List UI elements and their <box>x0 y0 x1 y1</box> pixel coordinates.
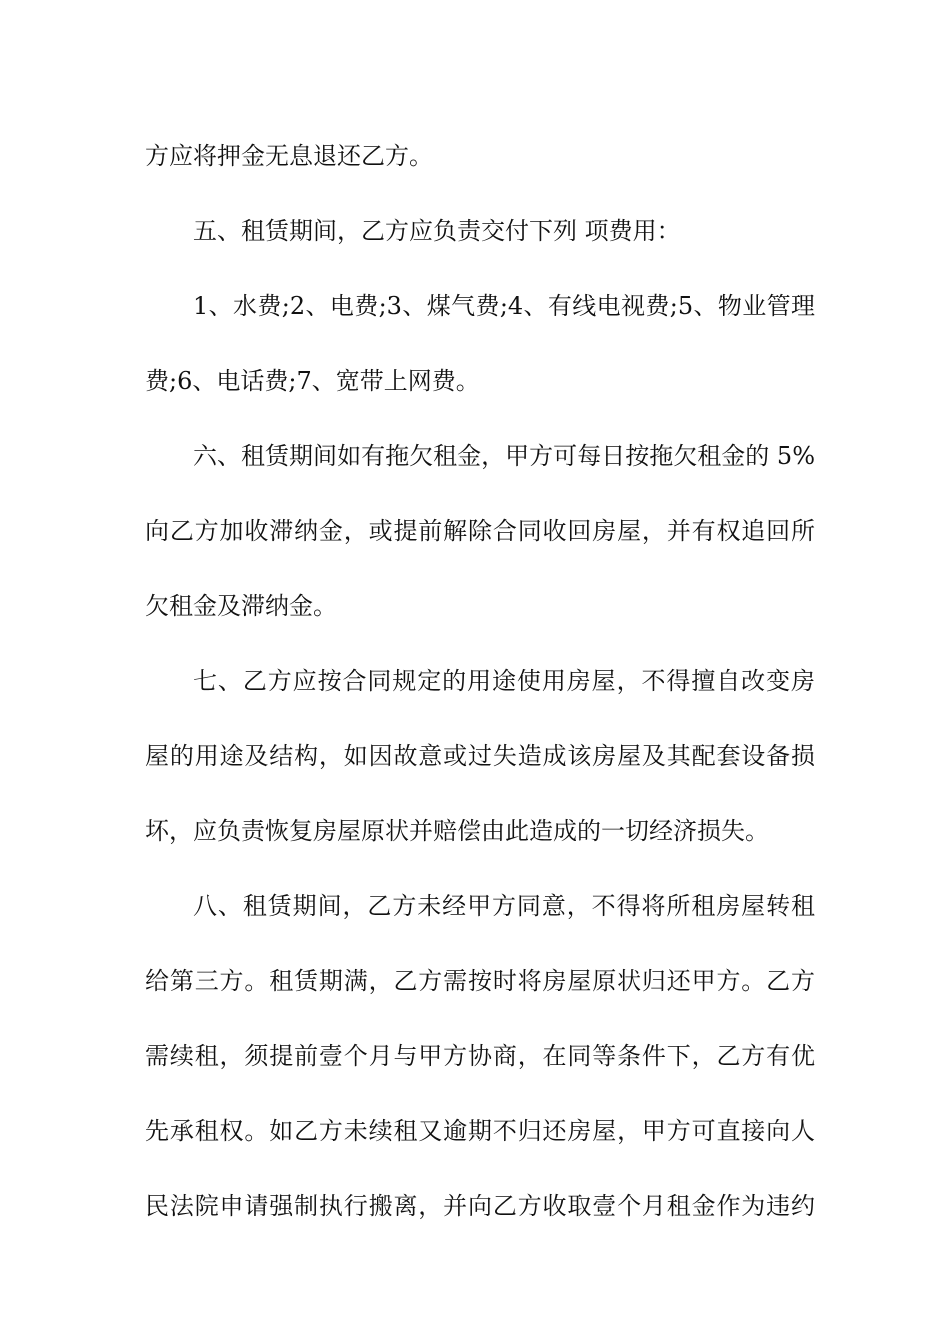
text-line: 七、乙方应按合同规定的用途使用房屋，不得擅自改变房 <box>193 667 815 695</box>
text-line: 欠租金及滞纳金。 <box>145 592 337 620</box>
text-line: 五、租赁期间，乙方应负责交付下列 项费用： <box>193 217 681 245</box>
text-line: 坏，应负责恢复房屋原状并赔偿由此造成的一切经济损失。 <box>145 817 769 845</box>
text-line: 需续租，须提前壹个月与甲方协商，在同等条件下，乙方有优 <box>145 1042 815 1070</box>
text-line: 六、租赁期间如有拖欠租金，甲方可每日按拖欠租金的 5% <box>193 442 815 470</box>
text-line: 向乙方加收滞纳金，或提前解除合同收回房屋，并有权追回所 <box>145 517 815 545</box>
text-line: 给第三方。租赁期满，乙方需按时将房屋原状归还甲方。乙方 <box>145 967 815 995</box>
text-line: 费;6、电话费;7、宽带上网费。 <box>145 367 480 395</box>
text-line: 八、租赁期间，乙方未经甲方同意，不得将所租房屋转租 <box>193 892 815 920</box>
text-line: 民法院申请强制执行搬离，并向乙方收取壹个月租金作为违约 <box>145 1192 815 1220</box>
text-line: 方应将押金无息退还乙方。 <box>145 142 433 170</box>
text-line: 1、水费;2、电费;3、煤气费;4、有线电视费;5、物业管理 <box>193 292 815 320</box>
text-line: 屋的用途及结构，如因故意或过失造成该房屋及其配套设备损 <box>145 742 815 770</box>
text-line: 先承租权。如乙方未续租又逾期不归还房屋，甲方可直接向人 <box>145 1117 815 1145</box>
document-body <box>145 132 815 1257</box>
